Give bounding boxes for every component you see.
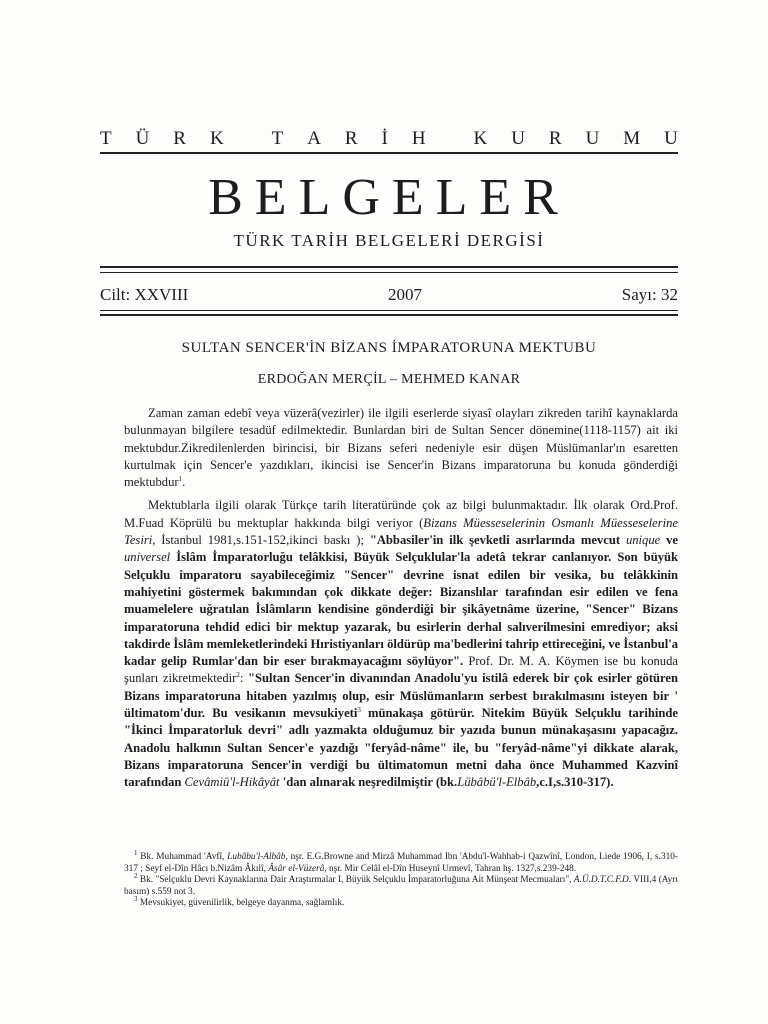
footnote-3: [124, 895, 678, 910]
paragraph-2: [124, 497, 678, 791]
text-run: :: [239, 671, 249, 686]
text-run: Âsâr el-Vüzerâ: [268, 863, 325, 874]
text-run: Bizans Müesseselerinin Osmanlı Müesseselerine Tesiri: [124, 515, 678, 548]
text-run: A.Ü.D.T.C.F.D.: [573, 875, 632, 886]
text-run: Prof. Dr. M. A. Köymen ise bu konuda şunları zikretmektedir: [124, 654, 678, 686]
institution-letter: R: [173, 128, 186, 149]
text-run: İslâm İmparatorluğu telâkkisi, Büyük Selçuklular'la adetâ tekrar canlanıyor. Son büyük Selçuklu imparatoru sayabileceğimiz "Sencer" devrine isnat edilen bir vesika, bu telâkkinin mahiyetini göstermek bakımından çok dikkate değer: Bizanslılar tarafından esir edilen ve fena muamelelere uğratılan İslâmların kendisine gönderdiği bir şikâyetnâme üzerine, "Sencer" Bizans imparatoruna tehdid edici bir mektup yazarak, bu esirlerin derhal salıverilmesini emrediyor; aksi takdirde İslâm memleketlerindeki Hıristiyanları öldürüp ma'bedlerini tahrip ettireceğini, ve İstanbul'a kadar gelip Rumlar'dan bir eser bırakmayacağını söylüyor".: [124, 550, 678, 669]
text-run: münakaşa götürür. Nitekim Büyük Selçuklu tarihinde "İkinci İmparatorluk devri" adlı yazmakta olduğumuz bir yazıda bunun münakaşasını yapacağız. Anadolu halkının Sultan Sencer'e yazdığı "feryâd-nâme" ile, bu "feryâd-nâme"yi dikkate alarak, Bizans imparatoruna Sencer'in verdiği bu ültimatomun metni daha önce Muhammed Kazvinî tarafından: [124, 706, 678, 790]
footnote-ref: 2: [134, 872, 138, 881]
footnote-ref: 1: [134, 848, 138, 857]
text-run: Lubâbu'l-Albâb: [227, 852, 286, 862]
meta-rule-top-thin: [100, 272, 678, 273]
footnote-ref: 3: [134, 895, 138, 904]
issue-meta: [100, 285, 678, 305]
paragraph-1: [124, 405, 678, 491]
text-run: Mektublarla ilgili olarak Türkçe tarih literatüründe çok az bilgi bulunmaktadır. İlk olarak Ord.Prof. M.Fuad Köprülü bu mektuplar hakkında bilgi veriyor (: [124, 498, 678, 530]
institution-name: [100, 128, 678, 150]
text-run: VIII,4 (Ayrı basım) s.559 not 3.: [124, 875, 678, 897]
footnote-ref: 3: [357, 705, 361, 714]
article-title: SULTAN SENCER'İN BİZANS İMPARATORUNA MEKTUBU: [181, 340, 597, 356]
text-run: Zaman zaman edebî veya vüzerâ(vezirler) ile ilgili eserlerde siyasî olayları zikreden tarihî kaynaklarda bulunmayan bilgilere tesadüf edilmektedir. Bunlardan biri de Sultan Sencer dönemine(1118-1157) ait iki mektubdur.Zikredilenlerden birincisi, bir Bizans seferi nedeniyle esir düşen Müslümanlar'ın esaretten kurtulmak için Sencer'e yazdıkları, ikincisi ise Sencer'in Bizans imparatoruna bu konuda gönderdiği mektubdur: [124, 406, 678, 490]
text-run: ,c.I,s.310-317).: [536, 775, 614, 790]
footnotes: [124, 848, 678, 910]
article-authors: ERDOĞAN MERÇİL – MEHMED KANAR: [257, 372, 521, 387]
institution-letter: İ: [381, 128, 388, 149]
meta-rule-bottom: [100, 314, 678, 316]
institution-letter: U: [511, 128, 525, 149]
footnote-ref: 2: [236, 671, 240, 680]
text-run: universel: [124, 550, 171, 565]
text-run: , İstanbul 1981,s.151-152,ikinci baskı );: [152, 533, 370, 548]
footnote-1: [124, 848, 678, 875]
issue-label: Sayı: 32: [621, 285, 678, 304]
text-run: Lübâbü'l-Elbâb: [457, 775, 537, 790]
institution-letter: U: [664, 128, 678, 149]
institution-letter: Ü: [135, 128, 150, 149]
footnote-2: [124, 872, 678, 898]
journal-subtitle: TÜRK TARİH BELGELERİ DERGİSİ: [233, 231, 545, 250]
header-rule: [100, 152, 678, 154]
footnote-ref: 1: [178, 475, 183, 483]
institution-letter: T: [100, 128, 112, 149]
institution-letter: H: [411, 128, 426, 149]
journal-title: BELGELER: [208, 169, 570, 226]
text-run: 'dan alınarak neşredilmiştir (bk.: [279, 775, 458, 790]
text-run: unique: [625, 533, 661, 548]
institution-letter: T: [271, 128, 284, 149]
institution-letter: A: [307, 128, 321, 149]
institution-letter: U: [585, 128, 600, 149]
institution-letter: M: [623, 128, 641, 149]
institution-letter: R: [548, 128, 562, 149]
text-run: Cevâmiü'l-Hikâyât: [184, 775, 280, 790]
institution-letter: K: [209, 128, 224, 149]
body-text: [124, 405, 678, 792]
institution-letter: R: [344, 128, 358, 149]
text-run: Bk. Muhammad 'Avfî,: [137, 852, 228, 862]
volume-label: Cilt: XXVIII: [100, 285, 189, 304]
meta-rule-bottom-thin: [100, 310, 678, 311]
text-run: Mevsukiyet, güvenilirlik, belgeye dayanma, sağlamlık.: [137, 898, 345, 909]
text-run: "Abbasiler'in ilk şevketli asırlarında mevcut: [369, 533, 626, 548]
text-run: , nşr. E.G.Browne and Mirzâ Muhammad Ibn 'Abdu'l-Wahhab-i Qazwînî, London, Liede 1906, I, s.310-317 ; Seyf el-Dîn Hâcı b.Nizâm Âkılî,: [124, 852, 678, 874]
text-run: ve: [660, 533, 678, 548]
text-run: Bk. "Selçuklu Devri Kaynaklarına Dair Araştırmalar I, Büyük Selçuklu İmparatorluğuna Ait Münşeat Mecmuaları",: [137, 875, 574, 886]
text-run: "Sultan Sencer'in divanından Anadolu'yu istilâ ederek bir çok esirler götüren Bizans imparatoruna hitaben yazılmış olup, esir Müslümanların serbest bırakılmasını isteyen bir ' ültimatom'dur. Bu vesikanın mevsukiyeti: [124, 671, 678, 721]
text-run: , nşr. Mir Celâl el-Dîn Huseynî Urmevî, Tahran hş. 1327,s.239-248.: [324, 863, 577, 874]
year-label: 2007: [388, 285, 423, 304]
meta-rule-top: [100, 266, 678, 268]
institution-letter: K: [473, 128, 488, 149]
text-run: .: [182, 475, 186, 490]
